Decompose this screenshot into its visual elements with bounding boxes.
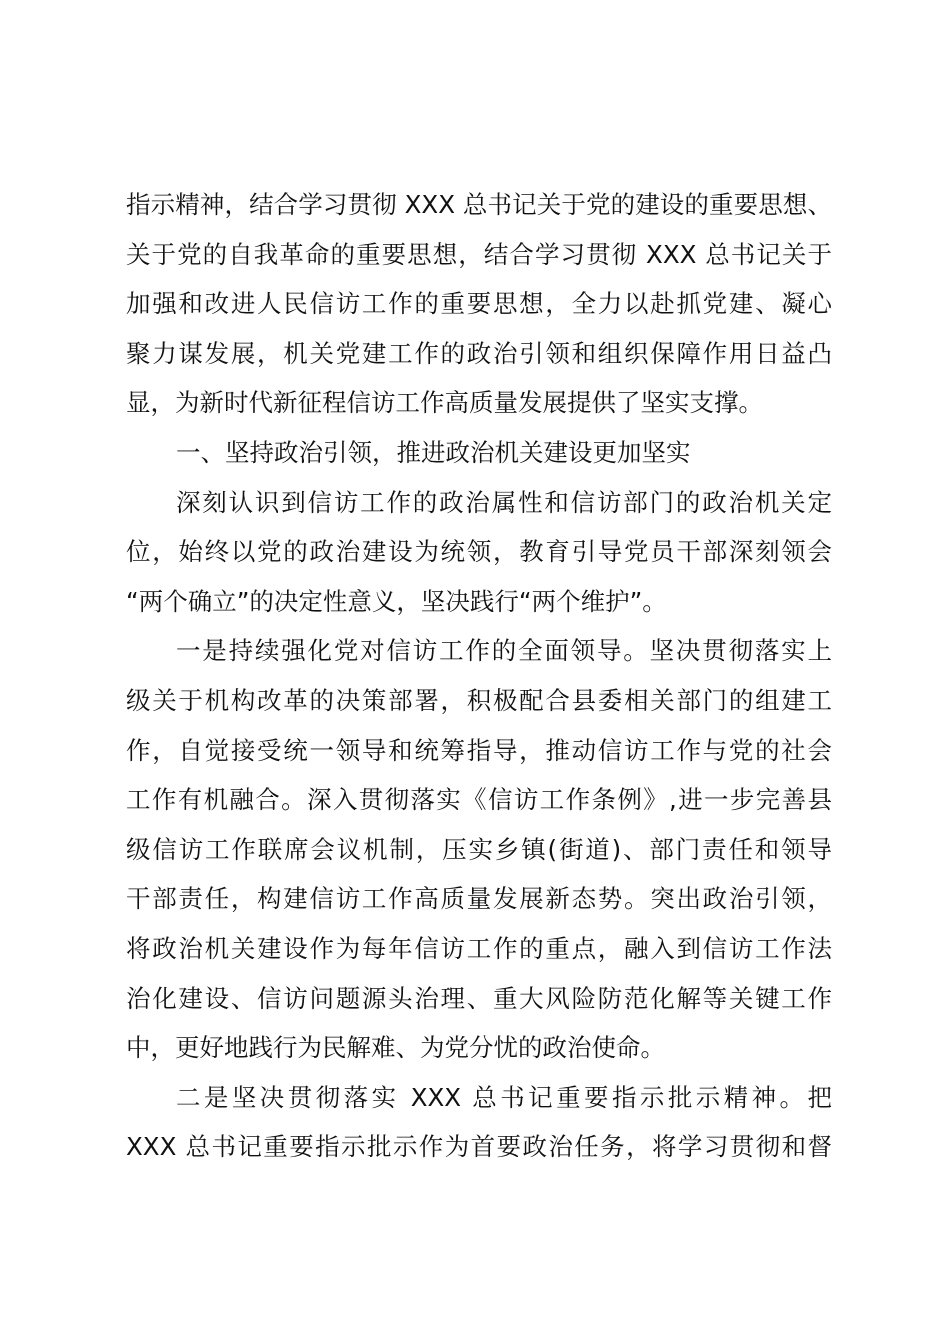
text-line: 关于党的自我革命的重要思想，结合学习贯彻 XXX 总书记关于	[126, 239, 832, 269]
text-line: 深刻认识到信访工作的政治属性和信访部门的政治机关定	[176, 487, 832, 517]
text-line: 聚力谋发展，机关党建工作的政治引领和组织保障作用日益凸	[126, 338, 832, 368]
text-line: 中，更好地践行为民解难、为党分忧的政治使命。	[126, 1033, 665, 1063]
text-line: 级信访工作联席会议机制，压实乡镇(街道)、部门责任和领导	[126, 834, 832, 864]
text-line: 二是坚决贯彻落实 XXX 总书记重要指示批示精神。把	[176, 1082, 832, 1112]
text-line: 干部责任，构建信访工作高质量发展新态势。突出政治引领，	[126, 884, 832, 914]
text-line: XXX 总书记重要指示批示作为首要政治任务，将学习贯彻和督	[126, 1132, 832, 1162]
document-body	[126, 180, 832, 1172]
text-line: 治化建设、信访问题源头治理、重大风险防范化解等关键工作	[126, 983, 832, 1013]
text-line: 将政治机关建设作为每年信访工作的重点，融入到信访工作法	[126, 933, 832, 963]
text-line: 工作有机融合。深入贯彻落实《信访工作条例》,进一步完善县	[126, 785, 832, 815]
text-line: 一是持续强化党对信访工作的全面领导。坚决贯彻落实上	[176, 636, 832, 666]
text-line: 显，为新时代新征程信访工作高质量发展提供了坚实支撑。	[126, 388, 763, 418]
text-line: 作，自觉接受统一领导和统筹指导，推动信访工作与党的社会	[126, 735, 832, 765]
text-line: 加强和改进人民信访工作的重要思想，全力以赴抓党建、凝心	[126, 289, 832, 319]
text-line: 位，始终以党的政治建设为统领，教育引导党员干部深刻领会	[126, 537, 832, 567]
text-line: 级关于机构改革的决策部署，积极配合县委相关部门的组建工	[126, 685, 832, 715]
text-line: “两个确立”的决定性意义，坚决践行“两个维护”。	[126, 586, 667, 616]
section-heading: 一、坚持政治引领，推进政治机关建设更加坚实	[176, 437, 691, 467]
text-line: 指示精神，结合学习贯彻 XXX 总书记关于党的建设的重要思想、	[126, 190, 832, 219]
